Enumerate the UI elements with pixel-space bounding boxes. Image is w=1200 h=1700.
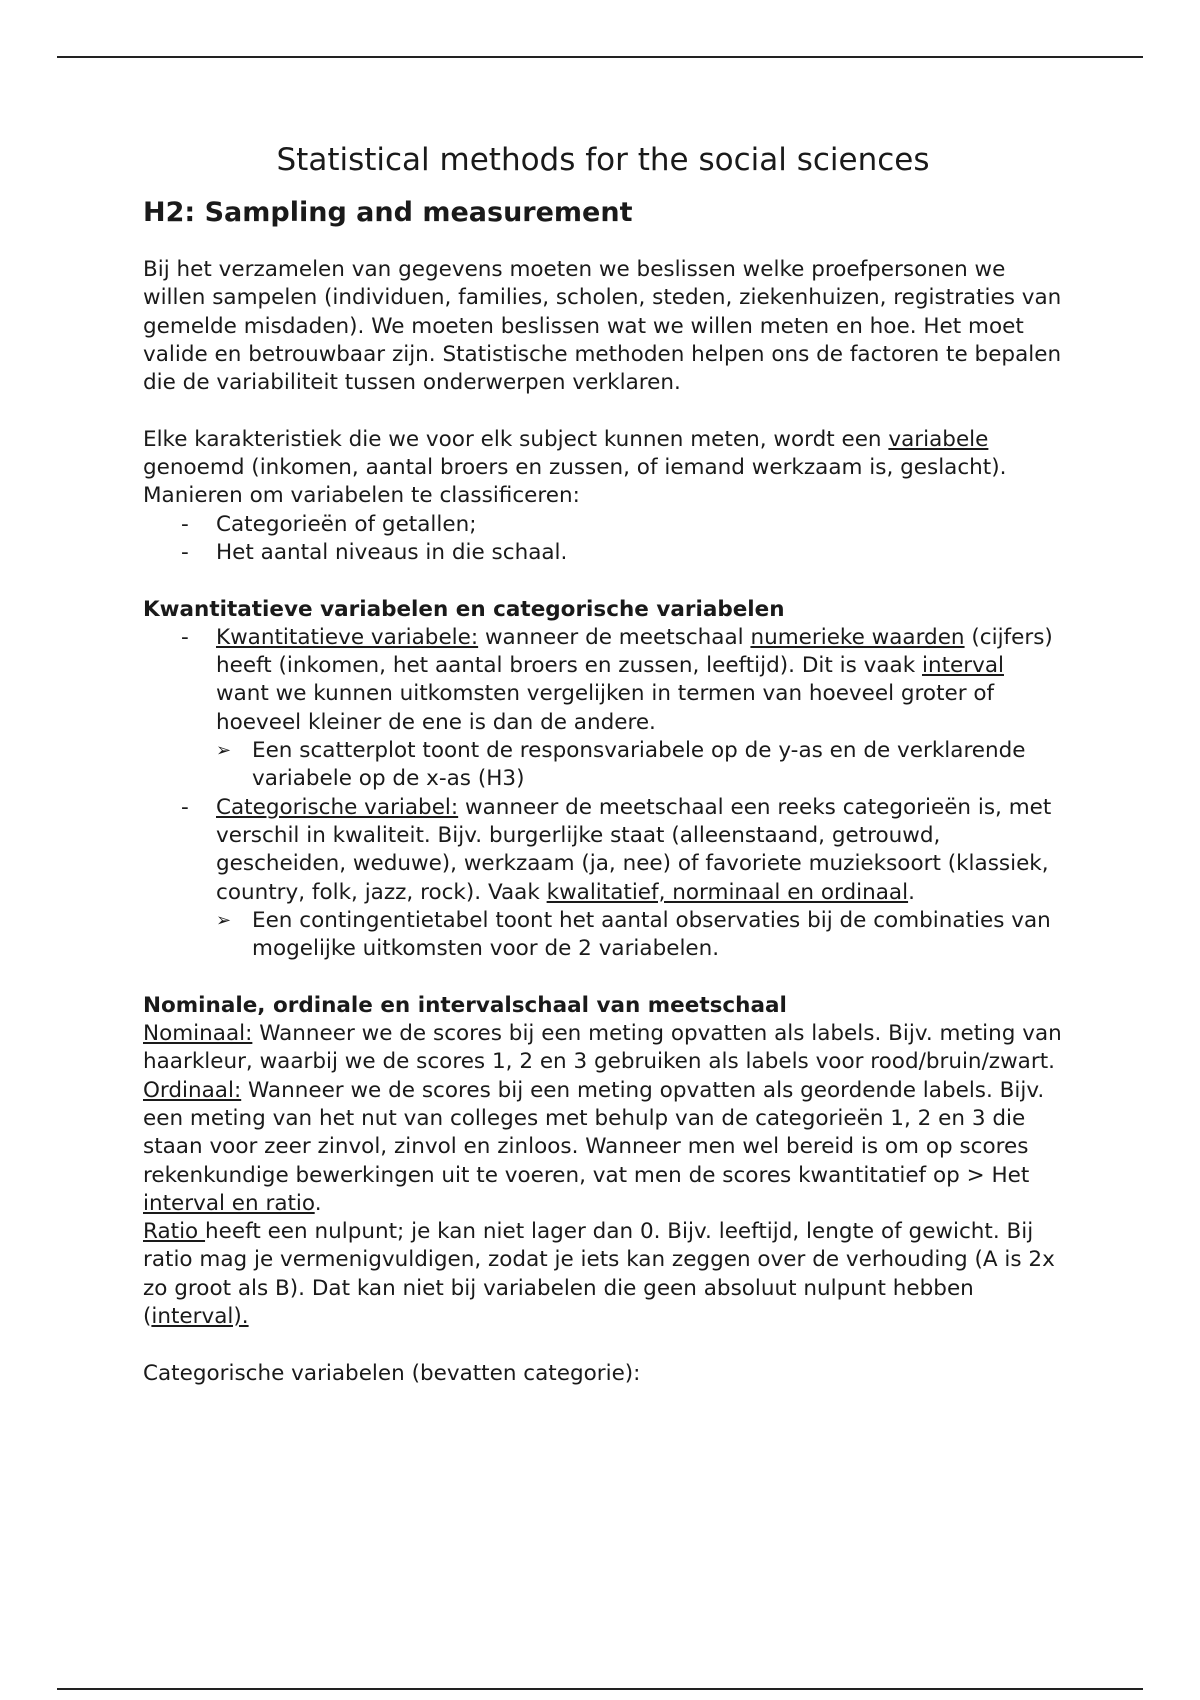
arrow-bullet-icon: ➢	[216, 909, 232, 931]
section-heading-variables: Kwantitatieve variabelen en categorische variabelen	[143, 596, 785, 622]
list-item: - Het aantal niveaus in die schaal.	[181, 539, 568, 565]
closing-line: Categorische variabelen (bevatten categorie):	[143, 1360, 641, 1386]
classification-list	[143, 511, 1063, 568]
ordinaal-paragraph: Ordinaal: Wanneer we de scores bij een meting opvatten als geordende labels. Bijv. een meting van het nut van colleges met behulp van de categorieën 1, 2 en 3 die staan voor zeer zinvol, zinvol en zinloos. Wanneer men wel bereid is om op scores rekenkundige bewerkingen uit te voeren, vat men de scores kwantitatief op > Het interval en ratio.	[143, 1077, 1045, 1216]
ratio-paragraph: Ratio heeft een nulpunt; je kan niet lager dan 0. Bijv. leeftijd, lengte of gewicht. Bij ratio mag je vermenigvuldigen, zodat je iets kan zeggen over de verhouding (A is 2x zo groot als B). Dat kan niet bij variabelen die geen absoluut nulpunt hebben (interval).	[143, 1219, 1055, 1329]
chapter-heading: H2: Sampling and measurement	[143, 197, 633, 228]
page-title: Statistical methods for the social sciences	[276, 142, 930, 178]
list-item-categorical: - Categorische variabel: wanneer de meetschaal een reeks categorieën is, met verschil in kwaliteit. Bijv. burgerlijke staat (alleenstaand, getrouwd, gescheiden, weduwe), werkzaam (ja, nee) of favoriete muzieksoort (klassiek, country, folk, jazz, rock). Vaak kwalitatief, norminaal en ordinaal. ➢ Een contingentietabel toont het aantal observaties bij de combinaties van mogelijke uitkomsten voor de 2 variabelen.	[216, 794, 1063, 964]
variable-paragraph: Elke karakteristiek die we voor elk subject kunnen meten, wordt een variabele genoemd (inkomen, aantal broers en zussen, of iemand werkzaam is, geslacht). Manieren om variabelen te classificeren:	[143, 426, 1007, 509]
sub-list	[216, 907, 1063, 964]
footer-rule	[57, 1688, 1143, 1690]
document-body	[143, 140, 1063, 1388]
intro-paragraph: Bij het verzamelen van gegevens moeten we beslissen welke proefpersonen we willen sampelen (individuen, families, scholen, steden, ziekenhuizen, registraties van gemelde misdaden). We moeten beslissen wat we willen meten en hoe. Het moet valide en betrouwbaar zijn. Statistische methoden helpen ons de factoren te bepalen die de variabiliteit tussen onderwerpen verklaren.	[143, 257, 1062, 396]
arrow-bullet-icon: ➢	[216, 740, 232, 762]
sub-list	[216, 737, 1063, 794]
section-heading-scales: Nominale, ordinale en intervalschaal van meetschaal	[143, 992, 787, 1018]
list-item: - Categorieën of getallen;	[181, 511, 477, 537]
list-item-quantitative: - Kwantitatieve variabele: wanneer de meetschaal numerieke waarden (cijfers) heeft (inkomen, het aantal broers en zussen, leeftijd). Dit is vaak interval want we kunnen uitkomsten vergelijken in termen van hoeveel groter of hoeveel kleiner de ene is dan de andere. ➢ Een scatterplot toont de responsvariabele op de y-as en de verklarende variabele op de x-as (H3)	[216, 624, 1063, 794]
term-variabele: variabele	[888, 426, 989, 452]
variable-types-list	[143, 624, 1063, 964]
header-rule	[57, 56, 1143, 58]
nominaal-paragraph: Nominaal: Wanneer we de scores bij een meting opvatten als labels. Bijv. meting van haarkleur, waarbij we de scores 1, 2 en 3 gebruiken als labels voor rood/bruin/zwart.	[143, 1021, 1062, 1075]
sub-list-item: ➢ Een scatterplot toont de responsvariabele op de y-as en de verklarende variabele op de x-as (H3)	[216, 738, 1026, 792]
sub-list-item: ➢ Een contingentietabel toont het aantal observaties bij de combinaties van mogelijke uitkomsten voor de 2 variabelen.	[216, 907, 1051, 962]
